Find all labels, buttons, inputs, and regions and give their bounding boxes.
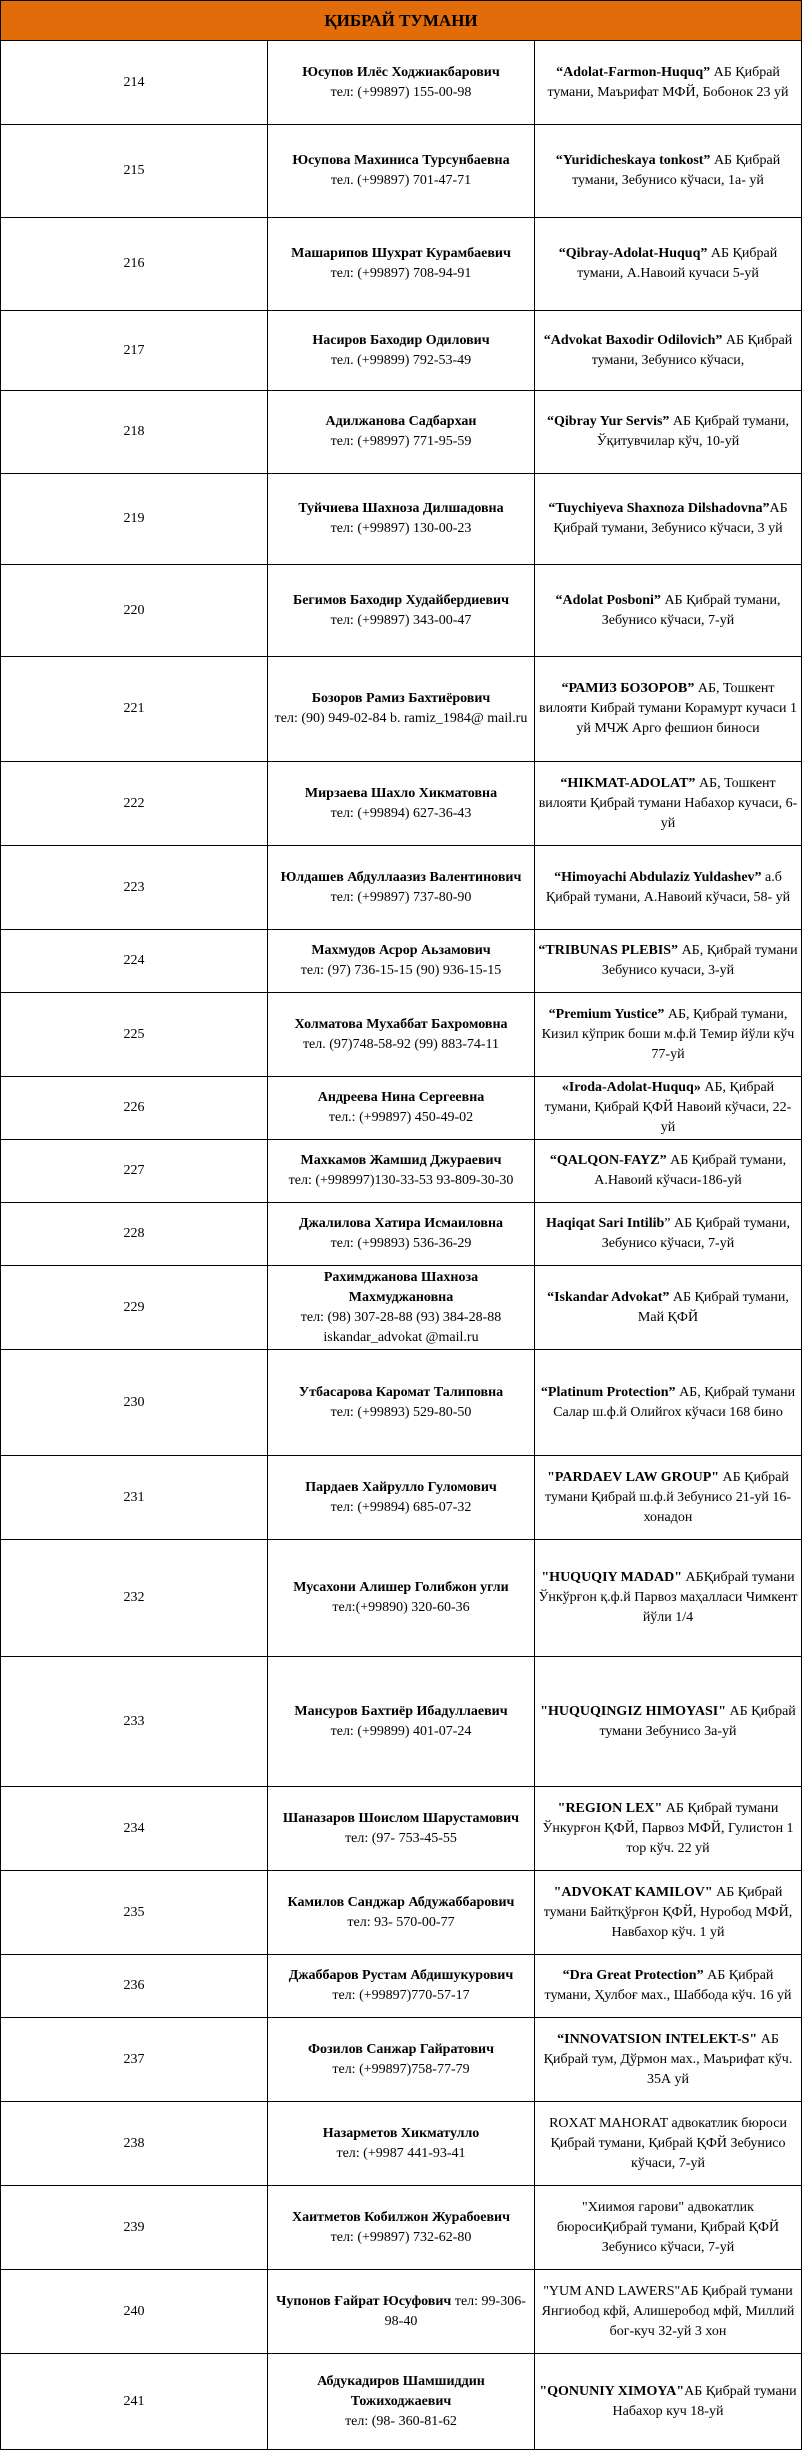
table-row [1,993,802,1077]
bureau-cell [535,1540,802,1657]
bureau-name: “Dra Great Protection” [562,1968,704,1983]
row-number: 237 [1,2018,268,2102]
table-row [1,1350,802,1456]
row-number: 231 [1,1456,268,1540]
bureau-address: АБ Қибрай тумани, Зебунисо кўчаси, [591,332,793,368]
lawyer-contact: тел: (+99897) 732-62-80 [330,2229,472,2245]
bureau-cell [535,1140,802,1203]
bureau-name: “INNOVATSION INTELEKT-S" [557,2031,758,2047]
bureau-cell [535,1787,802,1871]
bureau-name: “Tuychiyeva Shaxnoza Dilshadovna” [548,501,770,516]
lawyer-cell [268,125,535,218]
lawyer-name: Мусахони Алишер Голибжон угли [293,1580,509,1595]
bureau-address: АБ Қибрай тумани, Ўқитувчилар кўч, 10-уй [596,414,789,449]
bureau-cell [535,565,802,657]
bureau-address: АБ Қибрай тумани, Май ҚФЙ [637,1289,789,1325]
lawyer-cell [268,1266,535,1350]
table-row [1,1203,802,1266]
bureau-cell [535,2354,802,2450]
row-number: 238 [1,2102,268,2186]
lawyer-contact: тел: (+99897) 737-80-90 [330,889,472,905]
bureau-name: "PARDAEV LAW GROUP" [547,1469,720,1485]
bureau-address: АБ Қибрай тумани Ўнкурғон ҚФЙ, Парвоз МФЙ, Гулистон 1 тор кўч. 22 уй [542,1800,794,1856]
lawyer-contact: тел: (+99893) 536-36-29 [330,1236,472,1251]
bureau-cell [535,1657,802,1787]
lawyer-name: Назарметов Хикматулло [322,2125,480,2141]
bureau-cell [535,125,802,218]
row-number: 224 [1,930,268,993]
bureau-address: АБ Қибрай тумани, Зебунисо кўчаси, 1а- уй [572,153,781,188]
lawyer-cell [268,1140,535,1203]
table-row [1,2102,802,2186]
bureau-address: ROXAT MAHORAT адвокатлик бюроси Қибрай тумани, Қибрай ҚФЙ Зебунисо кўчаси, 7-уй [549,2115,787,2171]
bureau-name: "REGION LEX" [557,1800,663,1816]
lawyer-name: Адилжанова Садбархан [325,414,477,429]
bureau-address: АБ Қибрай тумани Набахор куч 18-уй [612,2383,797,2419]
row-number: 239 [1,2186,268,2270]
lawyer-cell [268,846,535,930]
lawyer-contact: тел: (+99897) 343-00-47 [330,612,472,628]
row-number: 219 [1,474,268,565]
bureau-address: ” АБ Қибрай тумани, Зебунисо кўчаси, 7-уй [601,1216,790,1251]
bureau-name: “Iskandar Advokat” [547,1289,670,1305]
bureau-address: АБ, Қибрай тумани, Қибрай ҚФЙ Навоий кўчаси, 22-уй [544,1080,792,1135]
lawyer-cell [268,41,535,125]
row-number: 222 [1,762,268,846]
lawyer-cell [268,1657,535,1787]
bureau-name: “HIKMAT-ADOLAT” [560,775,696,791]
lawyer-cell [268,1540,535,1657]
bureau-address: АБ, Тошкент вилояти Қибрай тумани Набахор кучаси, 6-уй [538,775,798,831]
lawyer-contact: тел:(+99890) 320-60-36 [332,1600,470,1615]
row-number: 220 [1,565,268,657]
lawyer-cell [268,2354,535,2450]
lawyer-contact: тел: (+99897) 130-00-23 [330,521,472,536]
bureau-name: "HUQUQIY MADAD" [541,1570,683,1585]
bureau-name: “Himoyachi Abdulaziz Yuldashev” [554,869,762,885]
table-row [1,1540,802,1657]
bureau-cell [535,2018,802,2102]
bureau-name: "ADVOKAT KAMILOV" [553,1884,713,1900]
lawyer-name: Юсупова Махиниса Турсунбаевна [292,153,510,168]
row-number: 240 [1,2270,268,2354]
lawyer-cell [268,565,535,657]
lawyer-cell [268,1787,535,1871]
bureau-cell [535,1350,802,1456]
bureau-name: “Premium Yustice” [548,1006,665,1022]
row-number: 234 [1,1787,268,1871]
table-row [1,657,802,762]
bureau-cell [535,2102,802,2186]
row-number: 230 [1,1350,268,1456]
lawyer-name: Рахимджанова Шахноза Махмуджановна [323,1269,479,1305]
row-number: 236 [1,1955,268,2018]
lawyer-contact: тел: (+99897) 708-94-91 [330,266,472,281]
table-row [1,1657,802,1787]
bureau-cell [535,993,802,1077]
bureau-name: "HUQUQINGIZ HIMOYASI" [540,1703,726,1719]
bureau-cell [535,1456,802,1540]
lawyer-cell [268,657,535,762]
row-number: 228 [1,1203,268,1266]
bureau-address: АБ Қибрай тумани Зебунисо 3а-уй [599,1703,796,1739]
lawyer-name: Андреева Нина Сергеевна [317,1090,485,1105]
bureau-cell [535,218,802,311]
table-row [1,218,802,311]
bureau-cell [535,846,802,930]
bureau-cell [535,1955,802,2018]
bureau-cell [535,474,802,565]
lawyer-contact: тел: (+99897)770-57-17 [332,1988,470,2003]
bureau-address: АБ, Қибрай тумани Зебунисо кучаси, 3-уй [601,943,798,978]
lawyer-cell [268,1955,535,2018]
bureau-name: Haqiqat Sari Intilib [546,1216,665,1231]
row-number: 221 [1,657,268,762]
lawyer-name: Камилов Санджар Абдужаббарович [287,1894,515,1910]
table-row [1,125,802,218]
bureau-cell [535,762,802,846]
table-row [1,846,802,930]
row-number: 226 [1,1077,268,1140]
table-row [1,2354,802,2450]
bureau-address: а.б Қибрай тумани, А.Навоий кўчаси, 58- уй [545,869,791,905]
bureau-name: “QALQON-FAYZ” [549,1153,667,1168]
bureau-name: “TRIBUNAS PLEBIS” [538,943,679,958]
lawyer-cell [268,1350,535,1456]
bureau-address: АБ Қибрай тумани Қибрай ш.ф.й Зебунисо 21-уй 16-хонадон [544,1469,792,1525]
lawyer-contact: тел. (+99897) 701-47-71 [330,173,472,188]
row-number: 217 [1,311,268,391]
bureau-cell [535,391,802,474]
lawyer-contact: тел: (+99894) 685-07-32 [330,1499,472,1515]
table-row [1,2018,802,2102]
lawyer-cell [268,1871,535,1955]
lawyer-cell [268,2102,535,2186]
table-row [1,2270,802,2354]
row-number: 218 [1,391,268,474]
table-row [1,930,802,993]
row-number: 241 [1,2354,268,2450]
lawyer-name: Юлдашев Абдуллаазиз Валентинович [280,869,522,885]
lawyer-name: Мирзаева Шахло Хикматовна [304,785,498,801]
lawyer-contact: тел: (+99894) 627-36-43 [330,805,472,821]
row-number: 225 [1,993,268,1077]
table-body [1,41,802,2450]
bureau-cell [535,311,802,391]
table-row [1,1077,802,1140]
district-title: ҚИБРАЙ ТУМАНИ [1,1,802,41]
bureau-address: АБ Қибрай тумани, Зебунисо кўчаси, 7-уй [601,592,781,628]
lawyer-name: Бозоров Рамиз Бахтиёрович [311,691,491,706]
table-row [1,762,802,846]
bureau-address: АБ, Қибрай тумани Салар ш.ф.й Олийгох кўчаси 168 бино [553,1384,796,1420]
lawyer-cell [268,2270,535,2354]
lawyer-contact: тел: 99-306-98-40 [384,2293,526,2329]
lawyer-name: Абдукадиров Шамшиддин Тожиходжаевич [317,2373,485,2409]
lawyer-cell [268,993,535,1077]
bureau-name: “Adolat Posboni” [555,592,661,608]
lawyer-contact: тел: (90) 949-02-84 b. ramiz_1984@ mail.ru [274,711,528,726]
bureau-cell [535,2270,802,2354]
lawyer-contact: тел: (98- 360-81-62 [345,2413,457,2429]
lawyer-cell [268,1456,535,1540]
lawyer-cell [268,2186,535,2270]
table-row [1,1456,802,1540]
lawyer-contact: тел: (+99893) 529-80-50 [330,1404,472,1420]
lawyer-name: Шаназаров Шоислом Шарустамович [282,1810,520,1826]
bureau-cell [535,1266,802,1350]
row-number: 227 [1,1140,268,1203]
lawyer-contact: тел: (+98997) 771-95-59 [330,434,472,449]
lawyer-cell [268,930,535,993]
lawyer-contact: тел: (+9987 441-93-41 [336,2145,466,2161]
lawyer-name: Махмудов Асрор Аьзамович [311,943,491,958]
lawyer-contact: тел: (+998997)130-33-53 93-809-30-30 [288,1173,514,1188]
lawyer-contact: тел: (97- 753-45-55 [345,1830,457,1846]
bureau-name: "QONUNIY XIMOYA" [539,2383,685,2399]
bureau-cell [535,930,802,993]
lawyer-name: Холматова Мухаббат Бахромовна [294,1016,508,1032]
lawyer-contact: тел: (+99899) 401-07-24 [330,1723,472,1739]
lawyer-contact: тел. (+99899) 792-53-49 [330,352,472,368]
bureau-address: АБ Қибрай тум, Дўрмон мах., Маърифат кўч. 35А уй [543,2031,793,2087]
lawyer-name: Махкамов Жамшид Джураевич [300,1153,502,1168]
row-number: 215 [1,125,268,218]
lawyer-name: Фозилов Санжар Гайратович [308,2041,494,2057]
table-row [1,1787,802,1871]
bureau-name: “Qibray-Adolat-Huquq” [558,246,708,261]
bureau-cell [535,657,802,762]
bureau-cell [535,1203,802,1266]
lawyer-cell [268,1077,535,1140]
bureau-address: АБ Қибрай тумани, Ҳулбоғ мах., Шаббода кўч. 16 уй [544,1968,792,2003]
table-row [1,1955,802,2018]
lawyer-contact: тел: 93- 570-00-77 [347,1914,455,1930]
lawyer-contact: тел.: (+99897) 450-49-02 [328,1110,474,1125]
lawyer-name: Чупонов Ғайрат Юсуфович [276,2293,452,2309]
lawyer-name: Мансуров Бахтиёр Ибадуллаевич [294,1703,508,1719]
lawyer-contact: тел: (97) 736-15-15 (90) 936-15-15 [300,963,502,978]
bureau-address: АБ Қибрай тумани, Зебунисо кўчаси, 3 уй [553,501,788,536]
table-row [1,474,802,565]
lawyer-name: Джалилова Хатира Исмаиловна [298,1216,504,1231]
bureau-cell [535,1871,802,1955]
bureau-address: "YUM AND LAWERS"АБ Қибрай тумани Янгиобод кфй, Алишеробод мфй, Миллий бог-куч 32-уй 3 хон [541,2283,795,2339]
bureau-name: “Yuridicheskaya tonkost” [555,153,711,168]
lawyer-contact: тел: (98) 307-28-88 (93) 384-28-88 iskandar_advokat @mail.ru [300,1309,502,1345]
bureau-name: «Iroda-Adolat-Huquq» [561,1080,701,1095]
table-row [1,41,802,125]
row-number: 216 [1,218,268,311]
bureau-address: АБ, Тошкент вилояти Кибрай тумани Корамурт кучаси 1 уй МЧЖ Арго фешион биноси [539,681,797,736]
table-row [1,2186,802,2270]
bureau-cell [535,2186,802,2270]
bureau-address: АБ Қибрай тумани, Маърифат МФЙ, Бобонок 23 уй [547,64,789,100]
lawyer-cell [268,391,535,474]
table-row [1,391,802,474]
lawyer-name: Насиров Баходир Одилович [312,332,490,348]
table-row [1,565,802,657]
lawyer-name: Пардаев Хайрулло Гуломович [305,1479,497,1495]
bureau-name: “Qibray Yur Servis” [547,414,670,429]
lawyer-contact: тел: (+99897)758-77-79 [332,2061,470,2077]
lawyer-name: Утбасарова Каромат Талиповна [298,1384,504,1400]
bureau-address: "Хиимоя гарови" адвокатлик бюросиҚибрай тумани, Қибрай ҚФЙ Зебунисо кўчаси, 7-уй [556,2199,780,2255]
table-row [1,1871,802,1955]
row-number: 214 [1,41,268,125]
lawyer-contact: тел: (+99897) 155-00-98 [330,84,472,100]
bureau-address: АБ, Қибрай тумани, Кизил кўприк боши м.ф.й Темир йўли кўч 77-уй [541,1006,795,1062]
bureau-name: “Platinum Protection” [540,1384,676,1400]
bureau-name: “РАМИЗ БОЗОРОВ” [561,681,695,696]
lawyer-cell [268,762,535,846]
row-number: 223 [1,846,268,930]
bureau-address: АБ Қибрай тумани Байтқўрғон ҚФЙ, Нуробод МФЙ, Навбахор кўч. 1 уй [543,1884,793,1940]
table-row [1,1266,802,1350]
table-row [1,311,802,391]
bureau-name: “Advokat Baxodir Odilovich” [543,332,723,348]
bureau-cell [535,41,802,125]
lawyer-name: Хаитметов Кобилжон Журабоевич [291,2209,511,2225]
bureau-address: АБҚибрай тумани Ўнкўрғон қ.ф.й Парвоз маҳалласи Чимкент йўли 1/4 [538,1570,798,1625]
bureau-cell [535,1077,802,1140]
bureau-name: “Adolat-Farmon-Huquq” [556,64,711,80]
bureau-address: АБ Қибрай тумани, А.Навоий кучаси 5-уй [577,246,778,281]
lawyer-name: Туйчиева Шахноза Дилшадовна [298,501,504,516]
row-number: 233 [1,1657,268,1787]
lawyer-cell [268,311,535,391]
lawyer-name: Юсупов Илёс Ходжиакбарович [302,64,500,80]
row-number: 229 [1,1266,268,1350]
lawyer-cell [268,1203,535,1266]
lawyer-name: Бегимов Баходир Худайбердиевич [292,592,510,608]
lawyer-cell [268,474,535,565]
table-row [1,1140,802,1203]
row-number: 235 [1,1871,268,1955]
lawyer-cell [268,218,535,311]
lawyer-contact: тел. (97)748-58-92 (99) 883-74-11 [302,1036,500,1052]
bureau-address: АБ Қибрай тумани, А.Навоий кўчаси-186-уй [594,1153,787,1188]
lawyer-name: Машарипов Шухрат Курамбаевич [291,246,511,261]
lawyer-name: Джаббаров Рустам Абдишукурович [288,1968,514,1983]
row-number: 232 [1,1540,268,1657]
lawyer-cell [268,2018,535,2102]
